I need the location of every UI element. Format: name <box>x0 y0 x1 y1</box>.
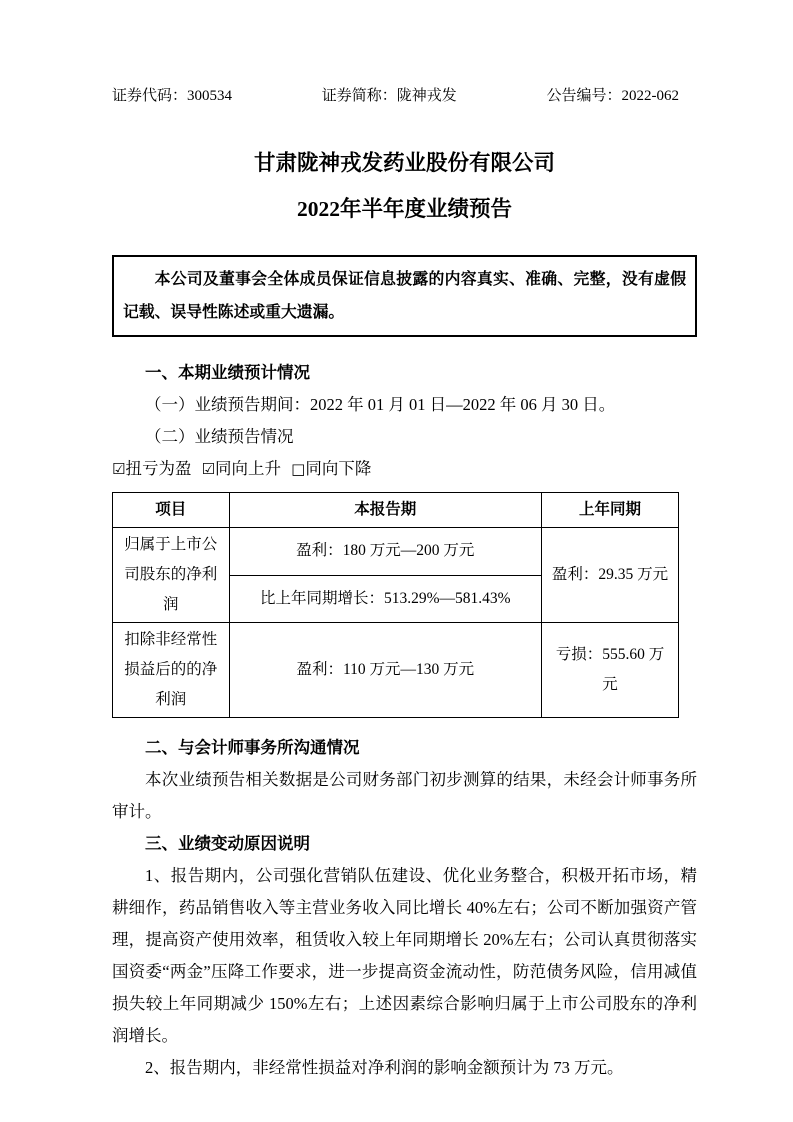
header-item: 项目 <box>113 493 230 528</box>
header-current-period: 本报告期 <box>229 493 541 528</box>
accountant-communication-paragraph: 本次业绩预告相关数据是公司财务部门初步测算的结果，未经会计师事务所审计。 <box>112 770 697 821</box>
cell-net-profit-item: 归属于上市公司股东的净利润 <box>113 528 230 623</box>
performance-change-reason-paragraph-1: 1、报告期内，公司强化营销队伍建设、优化业务整合，积极开拓市场，精耕细作，药品销售收入等主营业务收入同比增长 40%左右；公司不断加强资产管理，提高资产使用效率，租赁收入较上年同期增长 20%左右；公司认真贯彻落实国资委“两金”压降工作要求，进一步提高资金流动性，防范债务风险，信用减值损失较上年同期减少 150%左右；上述因素综合影响归属于上市公司股东的净利润增长。 <box>112 866 697 1045</box>
checkbox-turn-loss-to-profit <box>112 459 191 478</box>
company-title: 甘肃陇神戎发药业股份有限公司 <box>253 151 555 175</box>
table-row <box>113 528 679 576</box>
checkbox-same-direction-down <box>291 459 371 478</box>
announcement-number-label: 公告编号：2022-062 <box>546 88 679 104</box>
report-title: 2022年半年度业绩预告 <box>296 197 512 221</box>
disclaimer-box <box>112 255 697 337</box>
cell-net-profit-growth: 比上年同期增长：513.29%—581.43% <box>229 575 541 623</box>
section2-heading: 二、与会计师事务所沟通情况 <box>145 738 360 757</box>
disclaimer-text: 本公司及董事会全体成员保证信息披露的内容真实、准确、完整，没有虚假记载、误导性陈述或重大遗漏。 <box>123 271 686 321</box>
checked-checkbox-icon: ☑ <box>112 460 126 478</box>
cell-deducted-profit-item: 扣除非经常性损益后的的净利润 <box>113 623 230 718</box>
cell-deducted-profit-range: 盈利：110 万元—130 万元 <box>229 623 541 718</box>
document-header-row <box>112 86 697 106</box>
stock-code-label: 证券代码：300534 <box>112 88 233 104</box>
forecast-situation-line: （二）业绩预告情况 <box>145 427 294 446</box>
table-header-row <box>113 493 679 528</box>
performance-change-reason-paragraph-2: 2、报告期内，非经常性损益对净利润的影响金额预计为 73 万元。 <box>145 1058 624 1077</box>
checkbox-label: 同向下降 <box>305 459 372 478</box>
checked-checkbox-icon: ☑ <box>201 460 216 478</box>
cell-deducted-profit-prior: 亏损：555.60 万元 <box>542 623 679 718</box>
section1-heading: 一、本期业绩预计情况 <box>145 363 310 382</box>
header-prior-period: 上年同期 <box>542 493 679 528</box>
checkbox-label: 同向上升 <box>215 459 282 478</box>
forecast-type-checkbox-row <box>112 453 697 485</box>
cell-net-profit-range: 盈利：180 万元—200 万元 <box>229 528 541 576</box>
forecast-period-line: （一）业绩预告期间：2022 年 01 月 01 日—2022 年 06 月 30 日。 <box>145 395 616 414</box>
checkbox-same-direction-up <box>202 459 281 478</box>
performance-forecast-table <box>112 492 679 718</box>
cell-net-profit-prior: 盈利：29.35 万元 <box>542 528 679 623</box>
table-row <box>113 623 679 718</box>
unchecked-checkbox-icon: □ <box>291 460 306 478</box>
section3-heading: 三、业绩变动原因说明 <box>145 834 310 853</box>
checkbox-label: 扭亏为盈 <box>125 459 192 478</box>
stock-abbr-label: 证券简称：陇神戎发 <box>321 88 457 104</box>
